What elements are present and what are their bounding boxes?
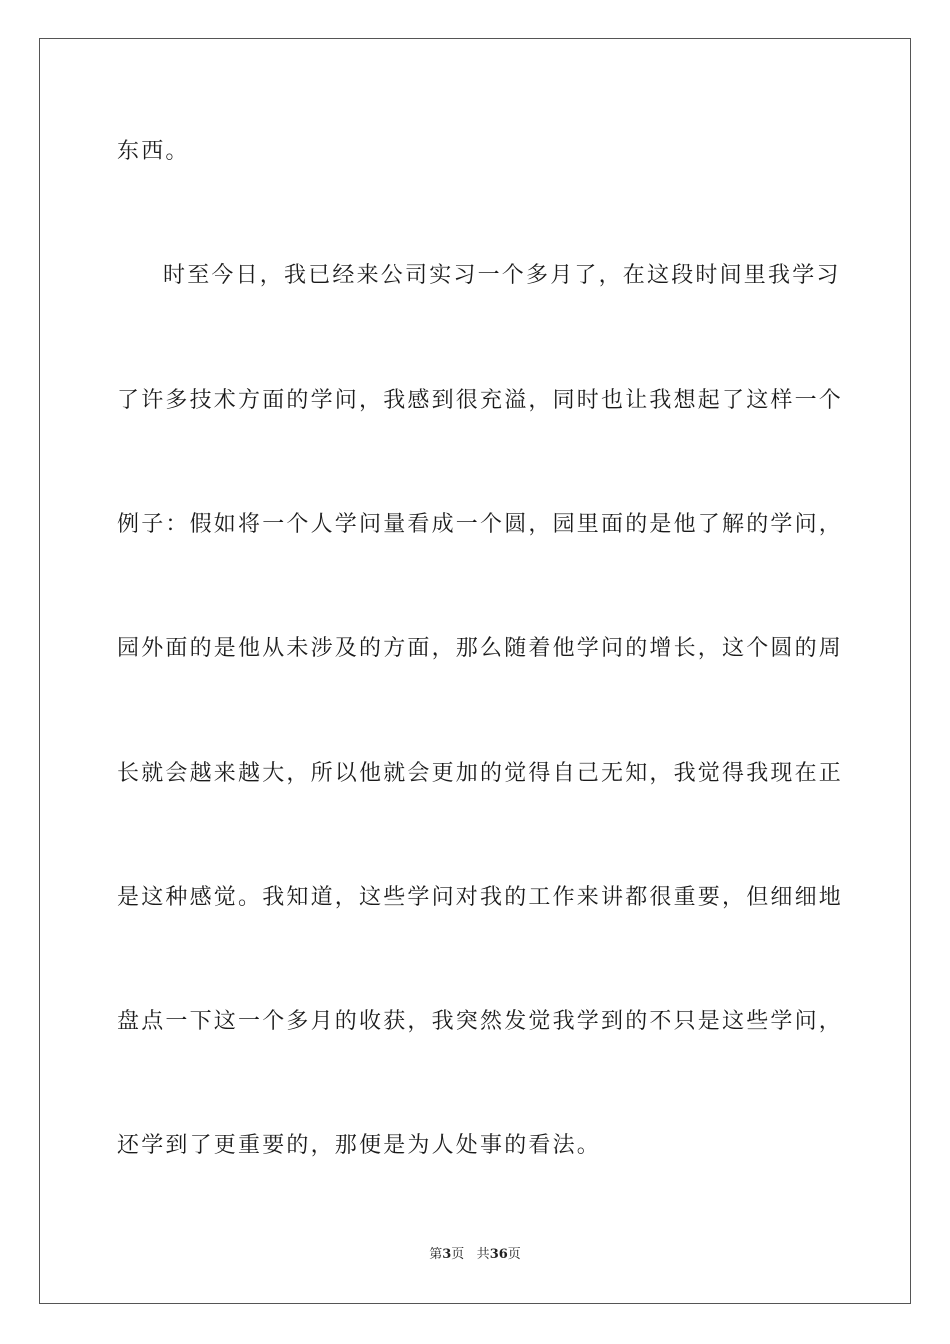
paragraph-first-line: 时至今日，我已经来公司实习一个多月了，在这段时间里我学习 — [163, 263, 841, 288]
page-footer — [0, 1246, 950, 1264]
text-line: 园外面的是他从未涉及的方面，那么随着他学问的增长，这个圆的周 — [117, 636, 844, 661]
current-page-number: 3 — [442, 1247, 452, 1262]
text-line: 盘点一下这一个多月的收获，我突然发觉我学到的不只是这些学问， — [117, 1009, 844, 1034]
total-suffix: 页 — [507, 1247, 521, 1262]
text-line: 长就会越来越大，所以他就会更加的觉得自己无知，我觉得我现在正 — [117, 761, 844, 786]
text-line: 东西。 — [117, 139, 190, 164]
total-page-number: 36 — [489, 1247, 508, 1262]
text-line: 例子：假如将一个人学问量看成一个圆，园里面的是他了解的学问， — [117, 512, 844, 537]
text-line: 了许多技术方面的学问，我感到很充溢，同时也让我想起了这样一个 — [117, 388, 844, 413]
page-border — [39, 38, 911, 1304]
text-line: 还学到了更重要的，那便是为人处事的看法。 — [117, 1133, 602, 1158]
page-prefix: 第 — [429, 1247, 443, 1262]
total-prefix: 共 — [476, 1247, 490, 1262]
page-suffix: 页 — [451, 1247, 465, 1262]
text-line: 是这种感觉。我知道，这些学问对我的工作来讲都很重要，但细细地 — [117, 885, 844, 910]
